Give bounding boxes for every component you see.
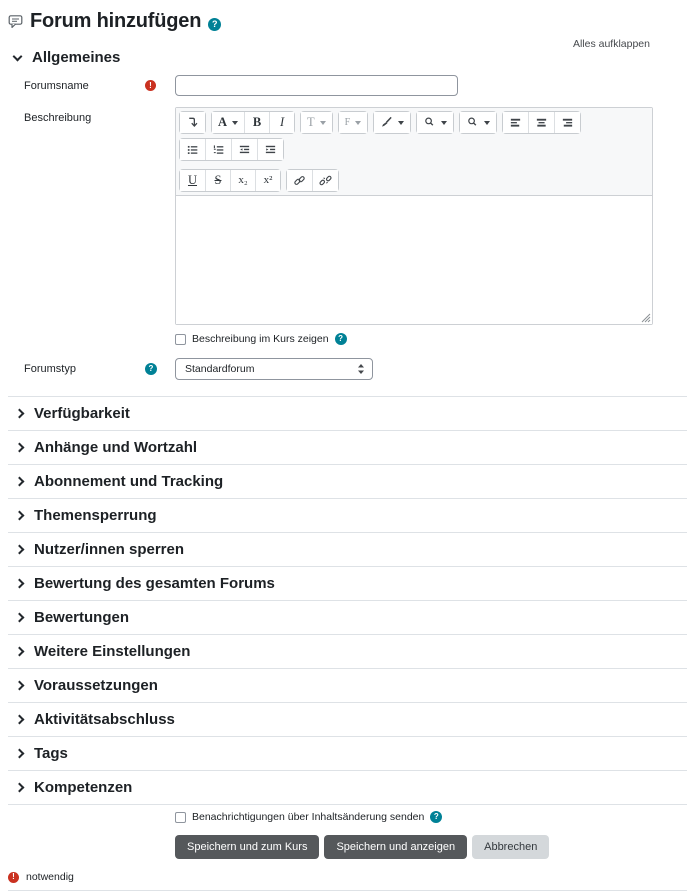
superscript-button[interactable]: x²: [255, 170, 280, 191]
chevron-right-icon: [15, 511, 25, 521]
outdent-button[interactable]: [231, 139, 257, 160]
outdent-icon: [238, 143, 251, 156]
section-row-3[interactable]: [8, 498, 687, 532]
section-allgemeines-title: Allgemeines: [32, 49, 121, 66]
chevron-right-icon: [15, 545, 25, 555]
forumsname-label: Forumsname: [24, 80, 89, 92]
ordered-list-icon: [212, 143, 225, 156]
section-title: Anhänge und Wortzahl: [34, 439, 198, 456]
beschreibung-row: [8, 107, 687, 345]
toolbar-toggle-button[interactable]: [180, 112, 205, 133]
notify-checkbox[interactable]: [175, 812, 186, 823]
chevron-right-icon: [15, 681, 25, 691]
subscript-button[interactable]: x₂: [230, 170, 255, 191]
notify-help-icon[interactable]: ?: [430, 811, 442, 823]
underline-button[interactable]: U: [180, 170, 205, 191]
brush-icon: [380, 116, 393, 129]
section-row-7[interactable]: [8, 634, 687, 668]
save-and-return-button[interactable]: Speichern und zum Kurs: [175, 835, 319, 859]
forumstyp-row: [8, 358, 687, 380]
editor-toolbar: [176, 108, 652, 196]
section-title: Abonnement und Tracking: [34, 473, 224, 490]
forum-icon: [8, 14, 23, 29]
forumsname-input[interactable]: [175, 75, 458, 96]
save-and-display-button[interactable]: Speichern und anzeigen: [324, 835, 467, 859]
forumstyp-select[interactable]: [175, 358, 373, 380]
bold-button[interactable]: B: [244, 112, 269, 133]
cancel-button[interactable]: Abbrechen: [472, 835, 549, 859]
section-row-11[interactable]: [8, 770, 687, 804]
show-description-help-icon[interactable]: ?: [335, 333, 347, 345]
align-center-icon: [535, 116, 548, 129]
chevron-right-icon: [15, 783, 25, 793]
chevron-right-icon: [15, 647, 25, 657]
section-row-6[interactable]: [8, 600, 687, 634]
section-title: Verfügbarkeit: [34, 405, 130, 422]
chevron-right-icon: [15, 443, 25, 453]
chevron-down-icon: [13, 51, 23, 61]
chevron-right-icon: [15, 477, 25, 487]
font-family-button[interactable]: F: [339, 112, 368, 133]
notify-label: Benachrichtigungen über Inhaltsänderung senden: [192, 811, 425, 823]
link-icon: [293, 174, 306, 187]
section-allgemeines-header[interactable]: [14, 49, 687, 66]
page-title: Forum hinzufügen: [30, 10, 202, 32]
section-title: Weitere Einstellungen: [34, 643, 191, 660]
brush-button[interactable]: [374, 112, 410, 133]
expand-all-link[interactable]: Alles aufklappen: [572, 38, 650, 50]
chevron-down-icon: [398, 121, 404, 125]
unlink-button[interactable]: [312, 170, 338, 191]
paragraph-style-button[interactable]: A: [212, 112, 244, 133]
section-row-2[interactable]: [8, 464, 687, 498]
section-row-1[interactable]: [8, 430, 687, 464]
page-header: [8, 10, 687, 33]
insert-tool-button-1[interactable]: [417, 112, 453, 133]
unlink-icon: [319, 174, 332, 187]
forumstyp-help-icon[interactable]: ?: [145, 363, 157, 375]
chevron-down-icon: [355, 121, 361, 125]
forumstyp-selected-value: Standardforum: [185, 363, 255, 375]
align-left-icon: [509, 116, 522, 129]
forumsname-row: [8, 75, 687, 96]
section-title: Voraussetzungen: [34, 677, 158, 694]
select-arrows-icon: [357, 364, 365, 375]
text-editor: [175, 107, 653, 325]
insert-tool-button-2[interactable]: [460, 112, 496, 133]
page-help-icon[interactable]: ?: [208, 18, 221, 31]
show-description-label: Beschreibung im Kurs zeigen: [192, 333, 329, 345]
align-left-button[interactable]: [503, 112, 528, 133]
section-title: Kompetenzen: [34, 779, 133, 796]
section-title: Aktivitätsabschluss: [34, 711, 175, 728]
show-description-row: [175, 333, 653, 345]
form-actions: [175, 835, 687, 859]
show-description-checkbox[interactable]: [175, 334, 186, 345]
section-row-4[interactable]: [8, 532, 687, 566]
font-size-button[interactable]: T: [301, 112, 332, 133]
section-title: Bewertung des gesamten Forums: [34, 575, 275, 592]
chevron-down-icon: [484, 121, 490, 125]
toolbar-toggle-icon: [186, 116, 199, 129]
indent-button[interactable]: [257, 139, 283, 160]
required-icon: !: [145, 80, 156, 91]
beschreibung-label: Beschreibung: [24, 112, 92, 124]
chevron-right-icon: [15, 579, 25, 589]
required-note: [8, 871, 687, 883]
section-title: Themensperrung: [34, 507, 157, 524]
unordered-list-icon: [186, 143, 199, 156]
editor-content-area[interactable]: [176, 196, 652, 324]
sections-divider: [8, 804, 687, 805]
chevron-down-icon: [232, 121, 238, 125]
indent-icon: [264, 143, 277, 156]
insert-tool-icon-1: [423, 116, 436, 129]
section-row-10[interactable]: [8, 736, 687, 770]
strikethrough-button[interactable]: S: [205, 170, 230, 191]
align-center-button[interactable]: [528, 112, 554, 133]
link-button[interactable]: [287, 170, 312, 191]
chevron-right-icon: [15, 715, 25, 725]
resize-handle[interactable]: [639, 311, 651, 323]
align-right-button[interactable]: [554, 112, 580, 133]
required-note-label: notwendig: [26, 871, 74, 884]
chevron-right-icon: [15, 749, 25, 759]
insert-tool-icon-2: [466, 116, 479, 129]
chevron-right-icon: [15, 409, 25, 419]
forumstyp-label: Forumstyp: [24, 363, 76, 375]
section-title: Tags: [34, 745, 68, 762]
section-row-0[interactable]: [8, 396, 687, 430]
section-row-5[interactable]: [8, 566, 687, 600]
required-icon: !: [8, 872, 19, 883]
collapsed-sections-list: [8, 396, 687, 804]
section-title: Bewertungen: [34, 609, 130, 626]
chevron-right-icon: [15, 613, 25, 623]
notify-row: [175, 811, 687, 823]
section-title: Nutzer/innen sperren: [34, 541, 185, 558]
chevron-down-icon: [320, 121, 326, 125]
align-right-icon: [561, 116, 574, 129]
unordered-list-button[interactable]: [180, 139, 205, 160]
chevron-down-icon: [441, 121, 447, 125]
section-row-9[interactable]: [8, 702, 687, 736]
section-row-8[interactable]: [8, 668, 687, 702]
ordered-list-button[interactable]: [205, 139, 231, 160]
italic-button[interactable]: I: [269, 112, 294, 133]
